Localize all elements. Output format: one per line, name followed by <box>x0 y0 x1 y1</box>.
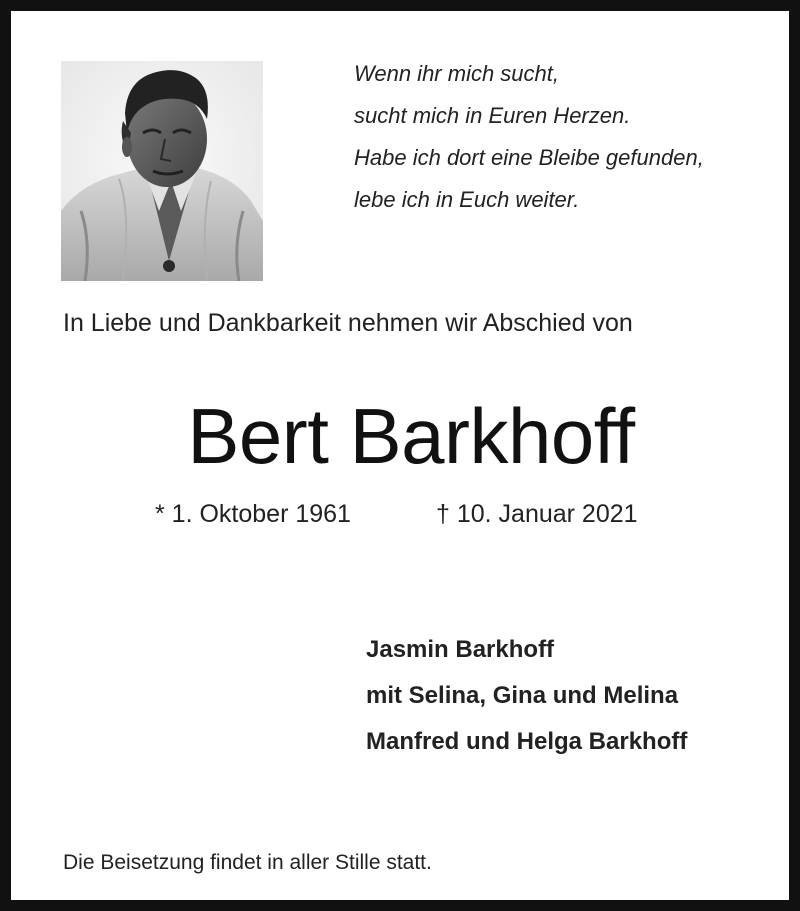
birth-date: * 1. Oktober 1961 <box>155 500 351 528</box>
mourner-line: Manfred und Helga Barkhoff <box>366 728 688 755</box>
poem-line: Wenn ihr mich sucht, <box>354 61 560 86</box>
death-date: † 10. Januar 2021 <box>436 500 638 528</box>
mourner-line: mit Selina, Gina und Melina <box>366 682 679 709</box>
poem-line: lebe ich in Euch weiter. <box>354 187 580 212</box>
deceased-name: Bert Barkhoff <box>187 392 635 480</box>
portrait-photo <box>61 61 263 281</box>
poem-line: sucht mich in Euren Herzen. <box>354 103 631 128</box>
poem-verse <box>354 53 784 221</box>
poem-line: Habe ich dort eine Bleibe gefunden, <box>354 145 704 170</box>
funeral-note: Die Beisetzung findet in aller Stille statt. <box>63 851 432 874</box>
mourner-line: Jasmin Barkhoff <box>366 636 555 663</box>
mourners-list <box>366 627 687 765</box>
intro-text: In Liebe und Dankbarkeit nehmen wir Abschied von <box>63 309 633 337</box>
